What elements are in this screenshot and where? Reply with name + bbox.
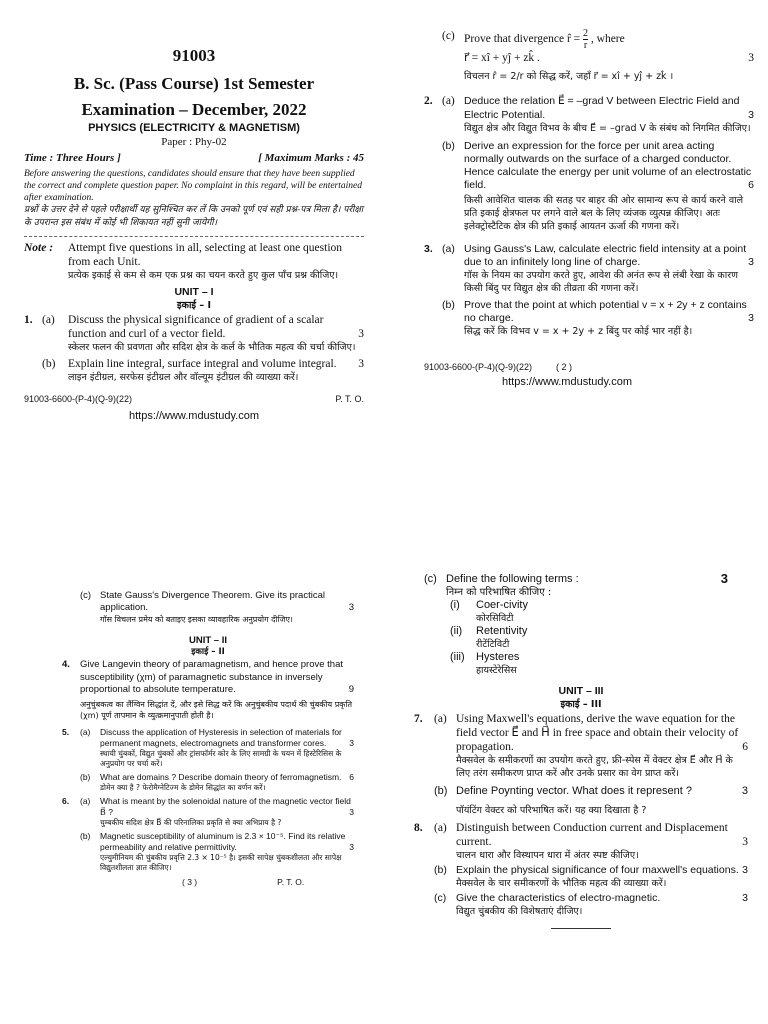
q5b-label: (b) — [80, 771, 91, 782]
q6-number: 6. — [62, 795, 70, 806]
term-text-group — [476, 651, 519, 677]
q2a-label: (a) — [442, 95, 455, 107]
q4-number: 4. — [62, 659, 70, 670]
end-rule — [551, 928, 611, 929]
term-item — [450, 599, 748, 625]
unit-3-heading-hi: इकाई – III — [560, 699, 602, 710]
q3b-marks: 3 — [748, 312, 754, 324]
q8c-text: Give the characteristics of electro-magnetic. — [456, 892, 661, 904]
q6b-label: (b) — [80, 830, 91, 841]
q1c-text: Prove that divergence — [464, 33, 565, 46]
q7b-marks: 3 — [741, 785, 748, 797]
footer-url: https://www.mdustudy.com — [128, 410, 259, 422]
q8c-hi: विद्युत चुंबकीय की विशेषताएं दीजिए। — [456, 906, 583, 917]
terms-list — [414, 599, 748, 677]
footer-page-number: ( 2 ) — [556, 362, 573, 372]
q8a-marks: 3 — [742, 836, 748, 848]
q5b-text: What are domains ? Describe domain theory of ferromagnetism. — [100, 771, 342, 782]
q6c-hi: निम्न को परिभाषित कीजिए : — [446, 587, 552, 598]
q3b-label: (b) — [442, 299, 455, 311]
q6a-hi: चुम्बकीय सदिश क्षेत्र B⃗ की परिनालिका प्रकृति से क्या अभिप्राय है ? — [100, 817, 282, 827]
note-hi: प्रत्येक इकाई से कम से कम एक प्रश्न का चयन करते हुए कुल पाँच प्रश्न कीजिए। — [68, 270, 339, 281]
q7b-label: (b) — [434, 785, 448, 797]
q5b-marks: 6 — [349, 771, 354, 782]
term-en: Hysteres — [476, 651, 520, 663]
q6a-label: (a) — [80, 795, 91, 806]
q6b-text: Magnetic susceptibility of aluminum is 2.3 × 10⁻⁵. Find its relative permeability and relative permittivity. — [100, 830, 346, 852]
q1a-label: (a) — [42, 314, 55, 326]
q1c-where: , where — [590, 33, 625, 46]
q8-number: 8. — [414, 822, 423, 834]
fraction-numerator: 2 — [583, 28, 589, 39]
q1c-hi: विचलन r̂ = 2/r को सिद्ध करें, जहाँ r⃗ = xî + yĵ + zk̂ । — [464, 71, 674, 82]
q8c-label: (c) — [434, 892, 447, 904]
q1b-hi: लाइन इंटीग्रल, सरफेस इंटीग्रल और वॉल्यूम इंटीग्रल की व्याख्या करें। — [68, 372, 299, 383]
q8b-marks: 3 — [742, 864, 748, 876]
q2b-hi: किसी आवेशित चालक की सतह पर बाहर की ओर सामान्य रूप से कार्य करने वाले प्रति इकाई क्षेत्रफल पर लगने वाले बल के लिए व्यंजक व्युत्पन्न कीजिए। अतः इलेक्ट्रोस्टैटिक क्षेत्र की प्रति इकाई आयतन ऊर्जा की गणना करें। — [464, 195, 744, 232]
q6c-label: (c) — [424, 573, 437, 585]
term-text-group — [476, 625, 527, 651]
q6a-text: What is meant by the solenoidal nature of the magnetic vector field B⃗ ? — [100, 795, 351, 817]
note-en: Attempt five questions in all, selecting at least one question from each Unit. — [68, 242, 343, 268]
footer-code: 91003-6600-(P-4)(Q-9)(22) — [24, 394, 133, 404]
q2a-hi: विद्युत क्षेत्र और विद्युत विभव के बीच E⃗ = –grad V के संबंध को निगमित कीजिए। — [464, 123, 751, 134]
term-label: (iii) — [450, 651, 465, 663]
unit-2-heading-hi: इकाई – II — [191, 647, 225, 657]
instructions-en: Before answering the questions, candidates should ensure that they have been supplied the correct and complete question paper. No complaint in this regard, will be entertained after examination. — [24, 169, 362, 203]
q2a-text: Deduce the relation E⃗ = –grad V between Electric Field and Electric Potential. — [464, 95, 740, 121]
footer-page-number: ( 3 ) — [182, 876, 198, 887]
q1a-hi: स्केलर फलन की प्रवणता और सदिश क्षेत्र के कर्ल के भौतिक महत्व की चर्चा कीजिए। — [68, 342, 356, 353]
footer-url: https://www.mdustudy.com — [502, 376, 633, 388]
subject-title: PHYSICS (ELECTRICITY & MAGNETISM) — [88, 122, 300, 134]
q5b-hi: डोमेन क्या है ? फेरोमैग्नेटिज्म के डोमेन सिद्धांत का वर्णन करें। — [100, 782, 266, 792]
q5a-text: Discuss the application of Hysteresis in selection of materials for permanent magnets, electromagnets and transformer cores. — [100, 726, 342, 748]
term-hi: कोरसिविटी — [476, 613, 514, 624]
q7-number: 7. — [414, 713, 423, 725]
footer-pto: P. T. O. — [277, 876, 305, 887]
q5-number: 5. — [62, 726, 70, 737]
q7a-text: Using Maxwell's equations, derive the wave equation for the field vector E⃗ and H⃗ in free space and obtain their velocity of propagation. — [456, 713, 739, 753]
q8c-marks: 3 — [742, 892, 748, 904]
term-en: Coer-civity — [476, 599, 528, 611]
course-title: B. Sc. (Pass Course) 1st Semester — [73, 74, 315, 93]
q7a-label: (a) — [434, 713, 447, 725]
q3c-hi: गॉस विचलन प्रमेय को बताइए इसका व्यावहारिक अनुप्रयोग दीजिए। — [100, 615, 293, 624]
q8a-hi: चालन धारा और विस्थापन धारा में अंतर स्पष्ट कीजिए। — [456, 850, 639, 861]
footer-pto: P. T. O. — [335, 394, 364, 404]
q6b-hi: एल्युमीनियम की चुंबकीय प्रवृत्ति 2.3 × 10⁻⁵ है। इसकी सापेक्ष चुंबकशीलता और सापेक्ष विद्युतशीलता ज्ञात कीजिए। — [100, 852, 342, 872]
unit-2-heading: UNIT – II — [188, 635, 227, 646]
term-hi: रीटेंटिविटी — [476, 639, 510, 650]
term-en: Retentivity — [476, 625, 528, 637]
term-item — [450, 625, 748, 651]
unit-1-heading-hi: इकाई – I — [177, 300, 211, 311]
q6a-marks: 3 — [349, 806, 354, 817]
q3a-hi: गॉस के नियम का उपयोग करते हुए, आवेश की अनंत रूप से लंबी रेखा के कारण किसी बिंदु पर विद्युत क्षेत्र की तीव्रता की गणना करें। — [464, 270, 738, 294]
q5a-hi: स्थायी चुंबकों, विद्युत चुंबकों और ट्रांसफॉर्मर कोर के लिए सामग्री के चयन में हिस्टेरिसिस के अनुप्रयोग पर चर्चा करें। — [100, 748, 342, 768]
q5a-marks: 3 — [349, 737, 354, 748]
divider — [24, 236, 364, 237]
note-label: Note : — [24, 242, 54, 254]
q2b-text: Derive an expression for the force per unit area acting normally outwards on the surface of a charged conductor. Hence calculate the energy per unit volume of an electrostatic field. — [464, 140, 752, 191]
q7a-hi: मैक्सवेल के समीकरणों का उपयोग करते हुए, फ्री-स्पेस में वेक्टर क्षेत्र E⃗ और H⃗ के लिए तरंग समीकरण प्राप्त करें और उनके प्रसार का वेग प्राप्त करें। — [456, 755, 733, 779]
q6b-marks: 3 — [349, 841, 354, 852]
term-label: (ii) — [450, 625, 463, 637]
q8b-text: Explain the physical significance of four maxwell's equations. — [456, 864, 739, 876]
q3a-marks: 3 — [748, 256, 754, 268]
q6c-text: Define the following terms : — [446, 573, 579, 585]
q3c-text: State Gauss's Divergence Theorem. Give its practical application. — [100, 590, 325, 613]
q3a-label: (a) — [442, 243, 455, 255]
exam-title: Examination – December, 2022 — [81, 100, 307, 119]
q2a-marks: 3 — [748, 109, 754, 121]
q2-number: 2. — [424, 95, 433, 107]
q1b-label: (b) — [42, 358, 56, 370]
q7b-hi: पॉयंटिंग वेक्टर को परिभाषित करें। यह क्या दिखाता है ? — [456, 805, 647, 816]
page-2 — [384, 0, 768, 512]
q1a-marks: 3 — [358, 328, 364, 340]
term-text-group — [476, 599, 528, 625]
q1c-marks: 3 — [748, 52, 754, 64]
q8a-label: (a) — [434, 822, 447, 834]
paper-code: 91003 — [172, 46, 216, 65]
term-hi: हायस्टेरेसिस — [476, 665, 517, 676]
q4-hi: अनुचुंबकत्व का लैंग्विन सिद्धांत दें, और इसे सिद्ध करें कि अनुचुंबकीय पदार्थ की चुंबकीय प्रकृति (χm) पूर्ण तापमान के व्युत्क्रमानुपाती होती है। — [80, 699, 353, 720]
q3c-marks: 3 — [348, 602, 354, 613]
q3b-text: Prove that the point at which potential v = x + 2y + z contains no charge. — [464, 299, 747, 324]
unit-3-heading: UNIT – III — [558, 685, 604, 697]
q8a-text: Distinguish between Conduction current and Displacement current. — [456, 822, 728, 848]
q2b-marks: 6 — [748, 179, 754, 191]
q6c-marks: 3 — [720, 571, 728, 586]
q1-number: 1. — [24, 314, 33, 326]
footer-code: 91003-6600-(P-4)(Q-9)(22) — [424, 362, 533, 372]
page-1 — [0, 0, 384, 512]
fraction — [583, 28, 588, 51]
fraction-denominator: r — [583, 40, 588, 51]
q8b-label: (b) — [434, 864, 447, 876]
q4-text: Give Langevin theory of paramagnetism, and hence prove that susceptibility (χm) of paramagnetic substance in inversely proportional to absolute temperature. — [80, 659, 343, 695]
q7a-marks: 6 — [742, 741, 748, 753]
term-label: (i) — [450, 599, 460, 611]
q1a-text: Discuss the physical significance of gradient of a scalar function and curl of a vector field. — [68, 314, 324, 340]
q2b-label: (b) — [442, 140, 455, 152]
q4-marks: 9 — [348, 684, 354, 695]
paper-label: Paper : Phy-02 — [161, 136, 227, 148]
q5a-label: (a) — [80, 726, 91, 737]
q1b-text: Explain line integral, surface integral and volume integral. — [68, 358, 337, 370]
max-marks-label: [ Maximum Marks : 45 — [258, 152, 364, 164]
q7b-text: Define Poynting vector. What does it represent ? — [456, 785, 693, 797]
time-label: Time : Three Hours ] — [24, 152, 121, 164]
unit-1-heading: UNIT – I — [174, 286, 214, 298]
page-4 — [384, 512, 768, 1024]
q8b-hi: मैक्सवेल के चार समीकरणों के भौतिक महत्व की व्याख्या करें। — [456, 878, 667, 889]
q3-number: 3. — [424, 243, 433, 255]
q1b-marks: 3 — [358, 358, 364, 370]
q3c-label: (c) — [80, 590, 92, 601]
q3b-hi: सिद्ध करें कि विभव v = x + 2y + z बिंदु पर कोई भार नहीं है। — [464, 326, 693, 337]
q1c-rhat: r̂ = — [566, 33, 581, 46]
term-item — [450, 651, 748, 677]
q1c-vector: r⃗ = xî + yĵ + zk̂ . — [464, 52, 540, 64]
page-3 — [0, 512, 384, 1024]
q3a-text: Using Gauss's Law, calculate electric field intensity at a point due to an infinitely long line of charge. — [464, 243, 747, 268]
instructions-hi: प्रश्नों के उत्तर देने से पहले परीक्षार्थी यह सुनिश्चित कर लें कि उनको पूर्ण एवं सही प्रश्न-पत्र मिला है। परीक्षा के उपरान्त इस संबंध में कोई भी शिकायत नहीं सुनी जायेगी। — [24, 205, 364, 228]
q1c-label: (c) — [442, 30, 455, 42]
